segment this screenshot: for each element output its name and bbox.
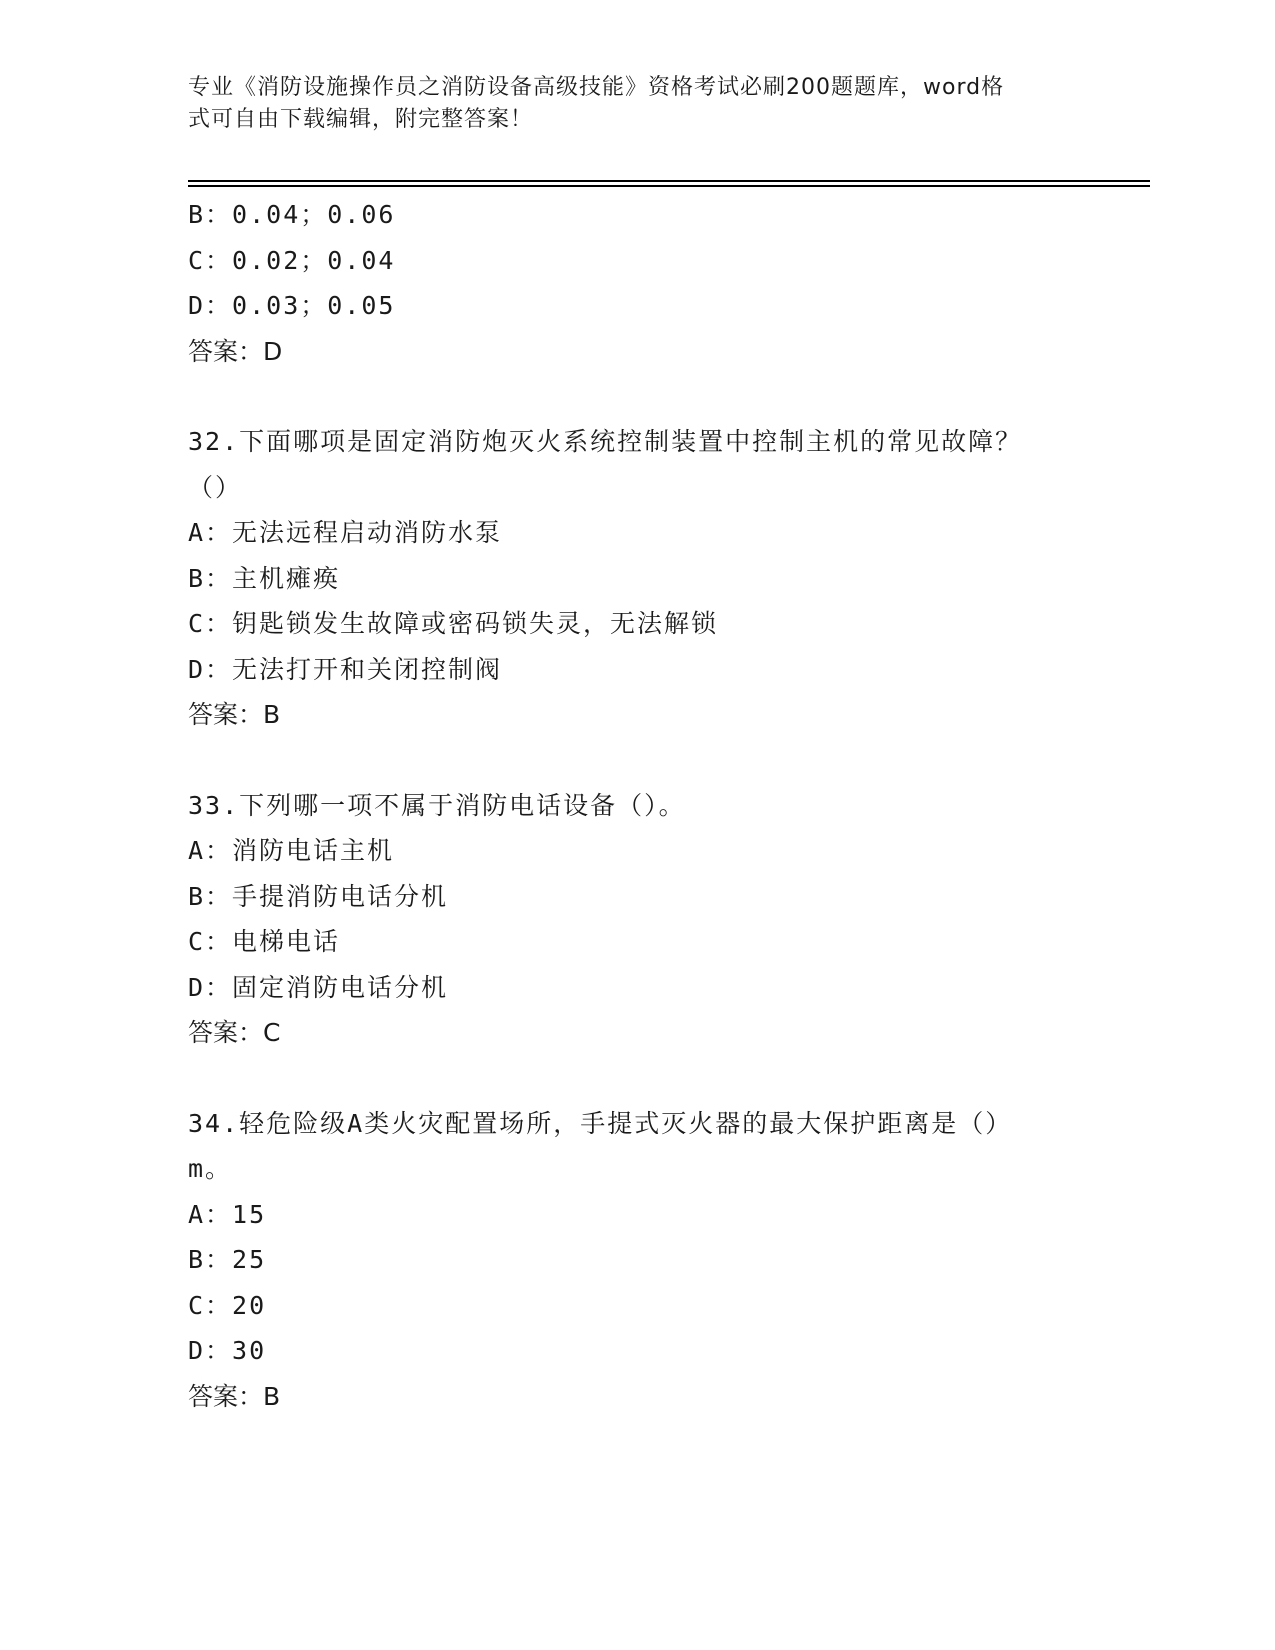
option-b: B：25 [188,1245,267,1274]
option-b: B：手提消防电话分机 [188,881,449,911]
question-stem-cont: （） [188,472,243,502]
option-b: B：主机瘫痪 [188,563,341,593]
option-c: C：电梯电话 [188,927,341,956]
option-d: D：0.03；0.05 [188,291,396,320]
answer: 答案：D [188,336,283,366]
question-34 [188,1101,1088,1420]
option-c: C：钥匙锁发生故障或密码锁失灵，无法解锁 [188,609,719,638]
option-c: C：0.02；0.04 [188,245,396,275]
question-33 [188,783,1088,1056]
option-a: A：消防电话主机 [188,836,395,865]
question-stem: 33.下列哪一项不属于消防电话设备（）。 [188,790,686,820]
answer: 答案：B [188,1381,281,1411]
question-stem: 34.轻危险级A类火灾配置场所，手提式灭火器的最大保护距离是（） [188,1108,1013,1138]
header-divider-bottom [188,185,1150,187]
header-line-1: 专业《消防设施操作员之消防设备高级技能》资格考试必刷200题题库，word格 [188,75,1005,100]
option-c: C：20 [188,1290,267,1320]
carryover-question [188,192,1088,374]
header-divider-top [188,180,1150,182]
option-a: A：无法远程启动消防水泵 [188,518,503,547]
question-stem-cont: m。 [188,1154,233,1183]
option-d: D：固定消防电话分机 [188,972,449,1002]
question-content [188,192,1088,1419]
question-32 [188,419,1088,738]
document-header [188,72,1088,136]
option-a: A：15 [188,1199,267,1229]
option-b: B：0.04；0.06 [188,200,396,229]
header-line-2: 式可自由下载编辑，附完整答案！ [188,107,534,132]
option-d: D：无法打开和关闭控制阀 [188,654,503,684]
question-stem: 32.下面哪项是固定消防炮灭火系统控制装置中控制主机的常见故障？ [188,427,1023,456]
option-d: D：30 [188,1336,267,1365]
answer: 答案：C [188,1018,281,1047]
answer: 答案：B [188,700,281,729]
